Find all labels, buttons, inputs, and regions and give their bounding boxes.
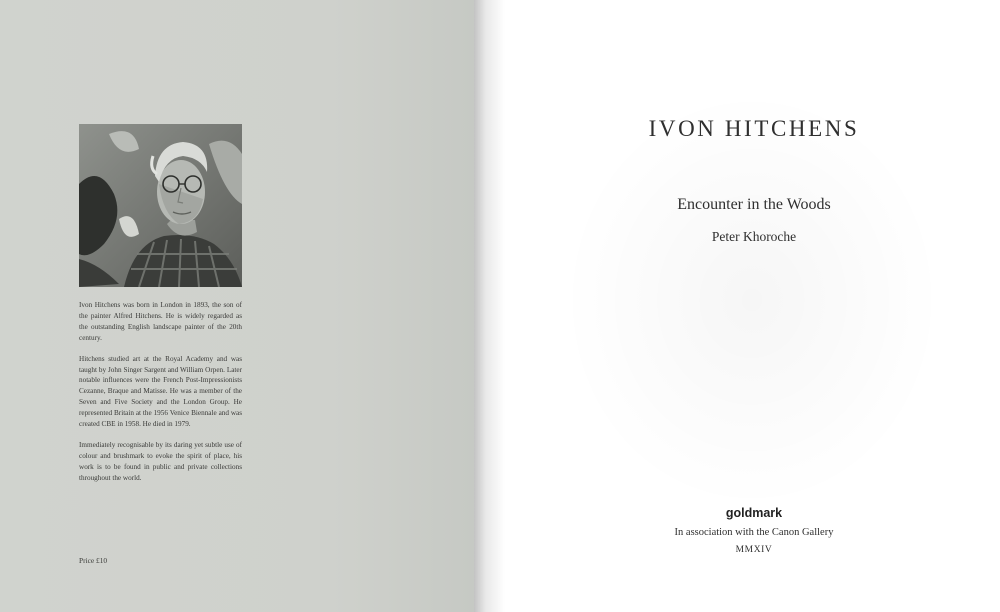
- author-name: Peter Khoroche: [711, 229, 797, 244]
- book-subtitle: Encounter in the Woods: [677, 196, 831, 213]
- left-page: [0, 0, 474, 612]
- spine-shadow: [474, 0, 506, 612]
- biography-text: [79, 300, 242, 494]
- bio-paragraph: Ivon Hitchens was born in London in 1893, the son of the painter Alfred Hitchens. He is widely regarded as the outstanding English landscape painter of the 20th century.: [79, 301, 242, 342]
- publisher-logo: goldmark: [725, 506, 783, 520]
- publication-year: MMXIV: [735, 545, 773, 555]
- right-page: [474, 0, 1000, 612]
- price-label: Price £10: [79, 556, 108, 565]
- book-title: IVON HITCHENS: [648, 116, 860, 141]
- bio-paragraph: Immediately recognisable by its daring yet subtle use of colour and brushmark to evoke the spirit of place, his work is to be found in public and private collections throughout the world.: [79, 440, 242, 482]
- bio-paragraph: Hitchens studied art at the Royal Academy and was taught by John Singer Sargent and William Orpen. Later notable influences were the French Post-Impressionists Cezanne, Braque and Matisse. He was a member of the Seven and Five Society and the London Group. He represented Britain at the 1956 Venice Biennale and was created CBE in 1958. He died in 1979.: [79, 354, 242, 429]
- author-portrait-photo: [79, 124, 242, 287]
- association-line: In association with the Canon Gallery: [674, 527, 834, 538]
